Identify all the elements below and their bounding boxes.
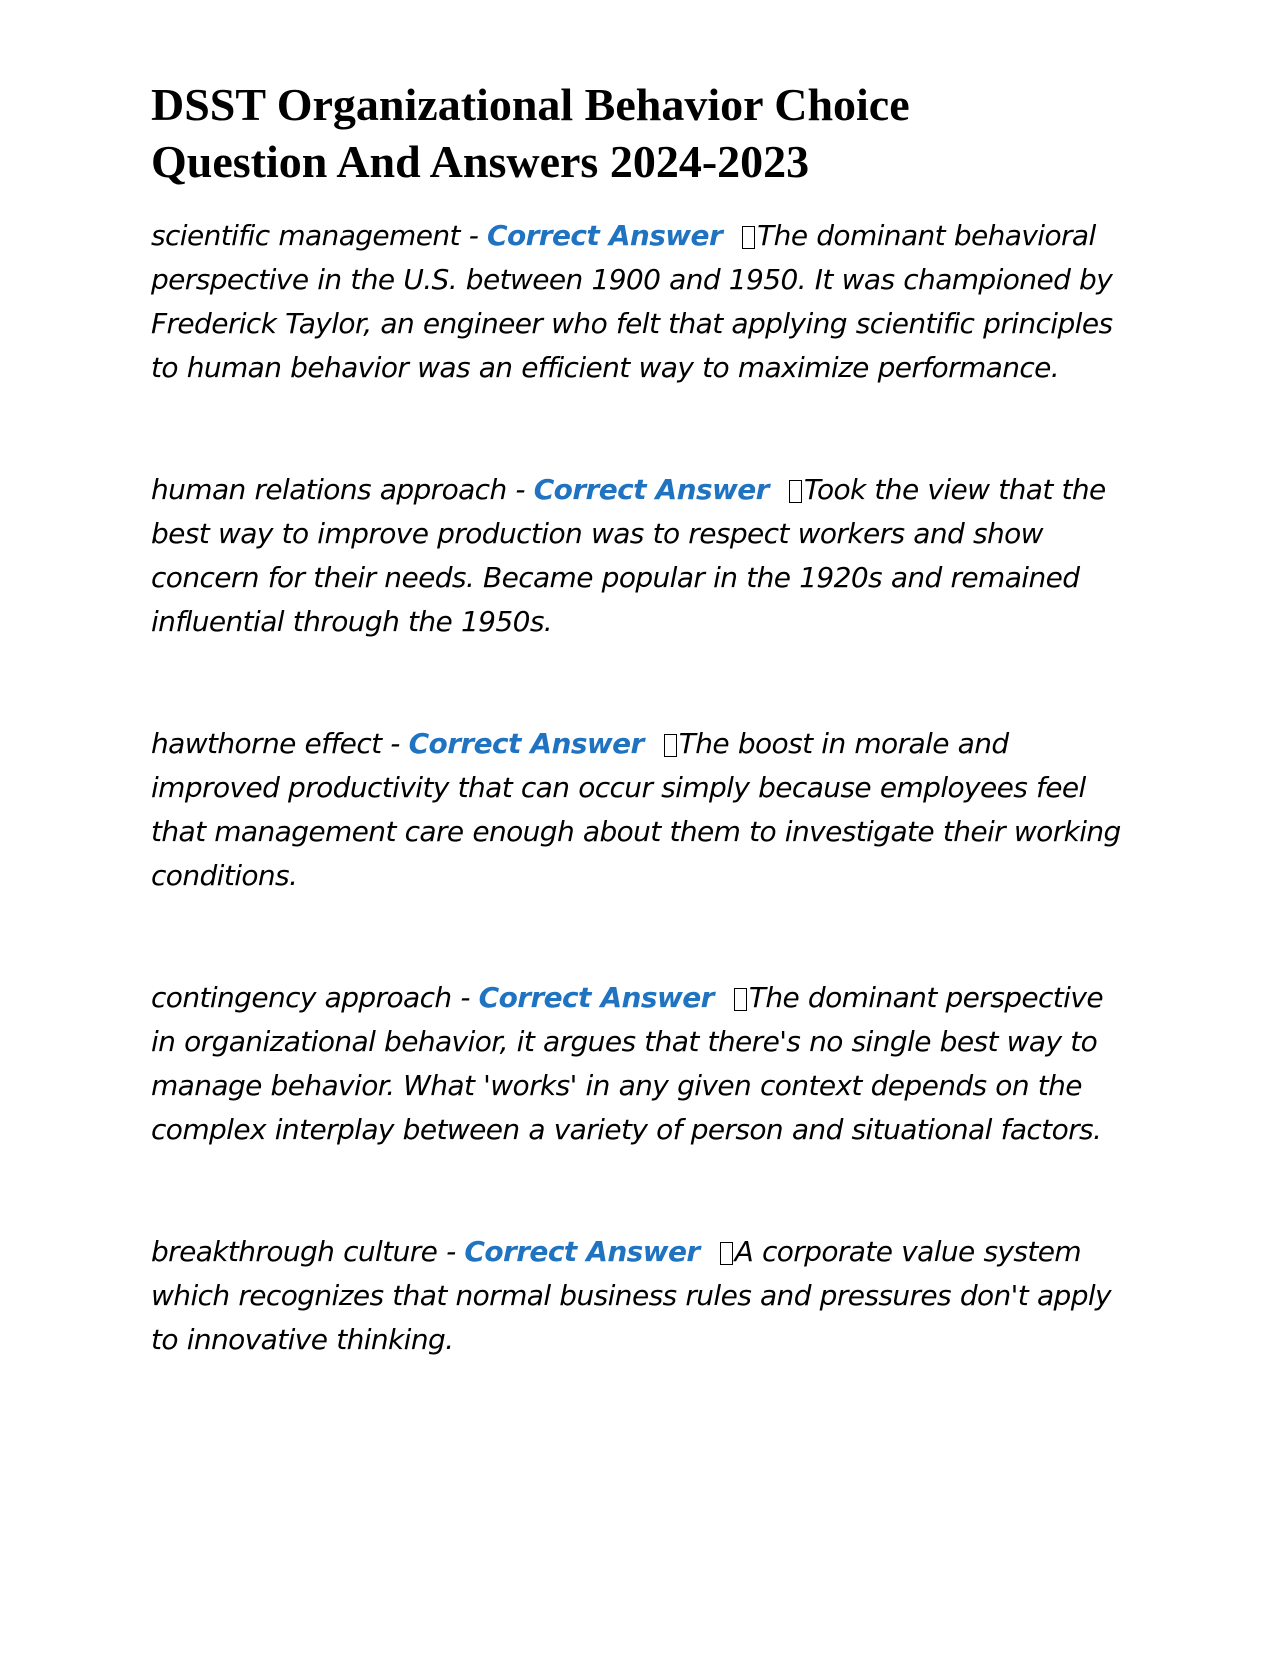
missing-glyph-box-icon — [742, 226, 755, 249]
correct-answer-label: Correct Answer — [408, 727, 644, 760]
qa-definition: Took the view that the best way to improve production was to respect workers and show concern for their needs. Became popular in the 1920s and remained influential through the 1950s. — [151, 473, 1106, 638]
qa-term: human relations approach — [151, 473, 507, 506]
correct-answer-label: Correct Answer — [464, 1235, 700, 1268]
correct-answer-label: Correct Answer — [487, 219, 723, 252]
document-title-line-1: DSST Organizational Behavior Choice — [151, 79, 910, 130]
qa-entry — [151, 1230, 1136, 1362]
qa-entry — [151, 976, 1136, 1152]
missing-glyph-box-icon — [720, 1242, 733, 1265]
qa-separator: - — [506, 473, 534, 506]
qa-definition: The boost in morale and improved productivity that can occur simply because employees feel that management care enough about them to investigate their working conditions. — [151, 727, 1121, 892]
missing-glyph-box-icon — [664, 734, 677, 757]
correct-answer-label: Correct Answer — [533, 473, 769, 506]
qa-separator: - — [451, 981, 479, 1014]
qa-definition: The dominant behavioral perspective in the U.S. between 1900 and 1950. It was championed by Frederick Taylor, an engineer who felt that applying scientific principles to human behavior was an efficient way to maximize performance. — [151, 219, 1113, 384]
qa-separator: - — [381, 727, 409, 760]
missing-glyph-box-icon — [734, 988, 747, 1011]
qa-term: contingency approach — [151, 981, 452, 1014]
qa-definition: A corporate value system which recognizes that normal business rules and pressures don't apply to innovative thinking. — [151, 1235, 1112, 1356]
qa-separator: - — [459, 219, 487, 252]
qa-list — [151, 214, 1136, 1362]
qa-term: scientific management — [151, 219, 460, 252]
document-title — [151, 76, 1136, 190]
qa-term: breakthrough culture — [151, 1235, 438, 1268]
missing-glyph-box-icon — [789, 480, 802, 503]
document-page — [151, 76, 1136, 1440]
qa-entry — [151, 214, 1136, 390]
qa-term: hawthorne effect — [151, 727, 382, 760]
qa-separator: - — [437, 1235, 465, 1268]
document-title-line-2: Question And Answers 2024-2023 — [151, 136, 810, 187]
qa-entry — [151, 722, 1136, 898]
qa-entry — [151, 468, 1136, 644]
correct-answer-label: Correct Answer — [478, 981, 714, 1014]
qa-definition: The dominant perspective in organizational behavior, it argues that there's no single best way to manage behavior. What 'works' in any given context depends on the complex interplay between a variety of person and situational factors. — [151, 981, 1103, 1146]
